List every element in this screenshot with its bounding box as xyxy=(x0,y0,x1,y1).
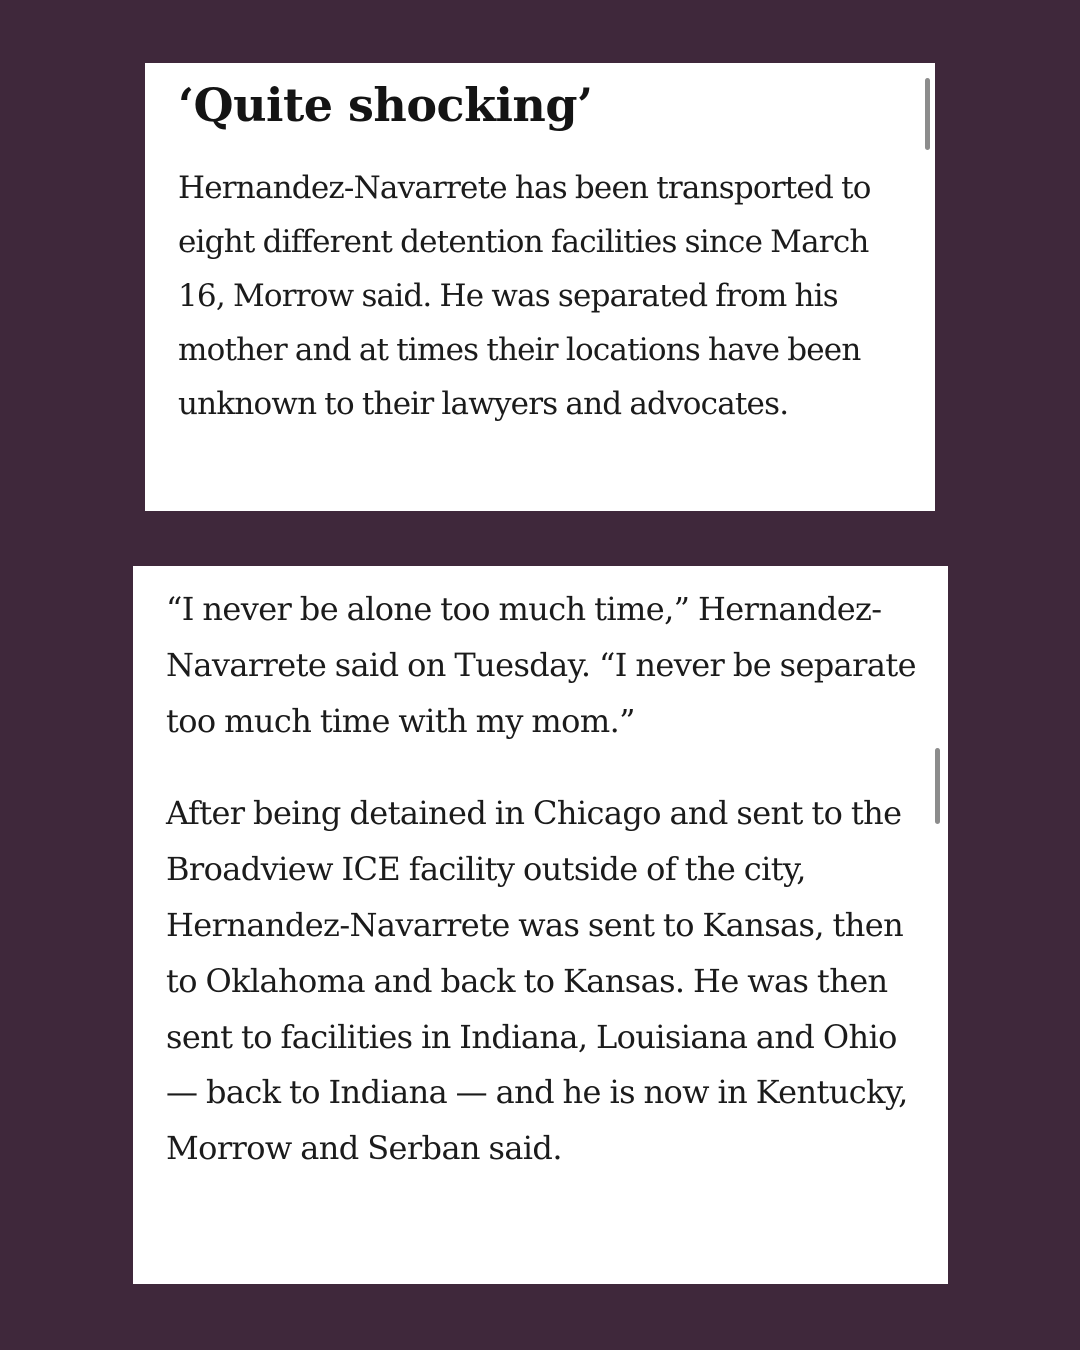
article-paragraph: After being detained in Chicago and sent to the Broadview ICE facility outside of the city, Hernandez-Navarrete was sent to Kansas, then to Oklahoma and back to Kansas. He was then sent to facilities in Indiana, Louisiana and Ohio — back to Indiana — and he is now in Kentucky, Morrow and Serban said. xyxy=(166,794,908,1168)
scrollbar-thumb[interactable] xyxy=(935,748,940,824)
article-excerpt-bottom xyxy=(133,566,948,1284)
quote-paragraph: “I never be alone too much time,” Hernandez-Navarrete said on Tuesday. “I never be separate too much time with my mom.” xyxy=(166,590,916,740)
section-heading: ‘Quite shocking’ xyxy=(178,78,593,132)
article-paragraph: Hernandez-Navarrete has been transported to eight different detention facilities since March 16, Morrow said. He was separated from his mother and at times their locations have been unknown to their lawyers and advocates. xyxy=(178,170,871,422)
scrollbar-thumb[interactable] xyxy=(925,78,930,150)
article-excerpt-top xyxy=(145,63,935,511)
